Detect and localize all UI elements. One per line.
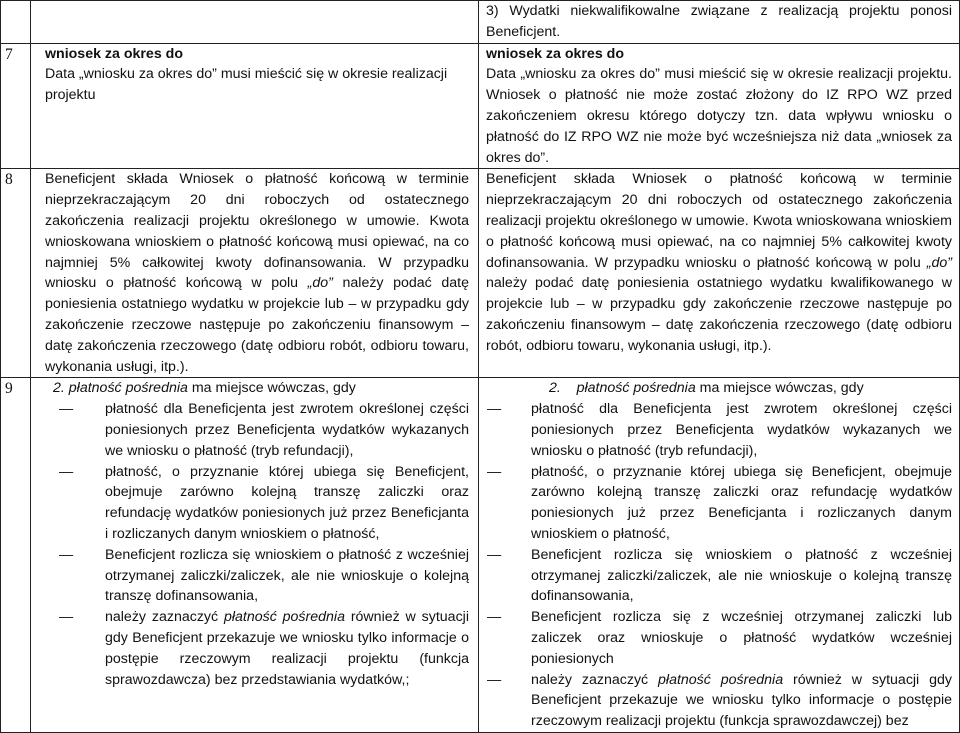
right-heading (549, 378, 952, 399)
left-item-text: Beneficjent rozlicza się wnioskiem o płatność z wcześniej otrzymanej zaliczki/zaliczek, ale nie wnioskuje o kolejną transzę dofinansowania, (105, 546, 469, 605)
right-list-item-last (479, 670, 952, 732)
right-body (486, 169, 952, 356)
left-item-text: płatność, o przyznanie której ubiega się Beneficjent, obejmuje zarówno kolejną transzę zaliczki oraz refundację wydatków poniesionych już przez Beneficjanta i rozliczanych danym wnioskiem o płatność, (105, 463, 469, 542)
left-text-a: Beneficjent składa Wniosek o płatność końcową w terminie nieprzekraczającym 20 dni roboczych od ostatecznego zakończenia realizacji projektu określonego w umowie. Kwota wnioskowana wnioskiem o płatność końcową musi opiewać, na co najmniej 5% całkowitej kwoty dofinansowania. W przypadku wniosku o płatność końcową w polu (45, 171, 469, 292)
right-text-b: należy podać datę poniesienia ostatniego wydatku kwalifikowanego w projekcie lub – w przypadku gdy zakończenie rzeczowe następuje po zakończeniu finansowym – datę zakończenia rzeczowego (datę odbioru robót, odbioru towaru, wykonania usługi, itp.). (486, 275, 952, 354)
table-row-8 (1, 169, 960, 378)
right-last-b: również w sytuacji gdy Beneficjent przekazuje we wniosku tylko informacje o postępie rzeczowym realizacji projektu (funkcja sprawozdawczej) bez (531, 671, 952, 730)
right-last-a: należy zaznaczyć (531, 671, 659, 688)
left-heading-number: 2. (53, 380, 65, 397)
dash-bullet: — (59, 401, 74, 418)
left-cell (31, 378, 479, 733)
right-title: wniosek za okres do (486, 45, 624, 62)
left-cell (31, 43, 479, 169)
row-number: 9 (1, 378, 31, 733)
right-list-item (479, 399, 952, 461)
left-body: Data „wniosku za okres do” musi mieścić się w okresie realizacji projektu (45, 66, 448, 104)
row-number (1, 1, 31, 44)
table-row-9 (1, 378, 960, 733)
left-last-italic: płatność pośrednia (223, 609, 345, 626)
left-list-item (53, 545, 469, 607)
left-heading-italic: płatność pośrednia (68, 380, 188, 397)
right-cell (479, 169, 960, 378)
right-last-italic: płatność pośrednia (658, 671, 784, 688)
right-list-item (479, 462, 952, 545)
dash-bullet: — (487, 671, 502, 688)
right-list-item (479, 607, 952, 669)
right-cell (479, 43, 960, 169)
dash-bullet: — (487, 401, 502, 418)
right-item-text: płatność dla Beneficjenta jest zwrotem określonej części poniesionych przez Beneficjenta wydatków wykazanych we wniosku o płatność (tryb refundacji), (531, 401, 952, 459)
dash-bullet: — (59, 463, 74, 480)
left-heading (53, 378, 469, 399)
left-text-italic: „do” (307, 275, 333, 292)
right-heading-italic: płatność pośrednia (576, 380, 696, 397)
dash-bullet: — (59, 609, 74, 626)
left-body (45, 169, 469, 377)
right-heading-rest: ma miejsce wówczas, gdy (695, 380, 864, 397)
dash-bullet: — (59, 546, 74, 563)
left-item-text: płatność dla Beneficjenta jest zwrotem określonej części poniesionych przez Beneficjenta wydatków wykazanych we wniosku o płatność (tryb refundacji), (105, 401, 469, 459)
dash-bullet: — (487, 609, 502, 626)
right-item-text: Beneficjent rozlicza się z wcześniej otrzymanej zaliczki lub zaliczek oraz wnioskuje o płatność wydatków wcześniej poniesionych (531, 609, 952, 667)
right-body: Data „wniosku za okres do” musi mieścić się w okresie realizacji projektu. Wniosek o płatność nie może zostać złożony do IZ RPO WZ przed zakończeniem okresu którego dotyczy tzn. data wpływu wniosku o płatność do IZ RPO WZ nie może być wcześniejsza niż data „wniosek za okres do”. (486, 66, 952, 166)
left-heading-rest: ma miejsce wówczas, gdy (187, 380, 356, 397)
row-number: 7 (1, 43, 31, 169)
table-row-continuation (1, 1, 960, 44)
left-cell (31, 169, 479, 378)
right-item-text: Beneficjent rozlicza się wnioskiem o płatność z wcześniej otrzymanej zaliczki/zaliczek, ale nie wnioskuje o kolejną transzę dofinansowania, (531, 546, 952, 605)
left-text-b: należy podać datę poniesienia ostatniego wydatku w projekcie lub – w przypadku gdy zakończenie rzeczowe następuje po zakończeniu finansowym – datę zakończenia rzeczowego (datę odbioru robót, odbioru towaru, wykonania usługi, itp.). (45, 275, 469, 375)
right-cell (479, 1, 960, 44)
left-list-item (53, 462, 469, 545)
right-heading-number: 2. (549, 380, 561, 397)
right-item-text: płatność, o przyznanie której ubiega się Beneficjent, obejmuje zarówno kolejną transzę zaliczki oraz refundację wydatków poniesionych już przez Beneficjanta i rozliczanych danym wnioskiem o płatność, (531, 463, 952, 542)
right-cell (479, 378, 960, 733)
table-row-7 (1, 43, 960, 169)
right-text: 3) Wydatki niekwalifikowalne związane z realizacją projektu ponosi Beneficjent. (486, 3, 952, 40)
right-text-italic: „do” (926, 254, 952, 271)
left-list-item (53, 399, 469, 461)
left-last-a: należy zaznaczyć (105, 609, 224, 626)
dash-bullet: — (487, 463, 502, 480)
left-list-item-last (53, 607, 469, 690)
dash-bullet: — (487, 546, 502, 563)
right-text-a: Beneficjent składa Wniosek o płatność końcową w terminie nieprzekraczającym 20 dni roboczych od ostatecznego zakończenia realizacji projektu określonego w umowie. Kwota wnioskowana wnioskiem o płatność końcową musi opiewać, na co najmniej 5% całkowitej kwoty dofinansowania. W przypadku wniosku o płatność końcową w polu (486, 171, 952, 271)
right-list-item (479, 545, 952, 607)
left-title: wniosek za okres do (45, 45, 183, 62)
row-number: 8 (1, 169, 31, 378)
left-last-b: również w sytuacji gdy Beneficjent przekazuje we wniosku tylko informacje o postępie rzeczowym realizacji projektu (funkcja sprawozdawcza) bez przedstawiania wydatków,; (105, 609, 469, 688)
left-cell (31, 1, 479, 44)
